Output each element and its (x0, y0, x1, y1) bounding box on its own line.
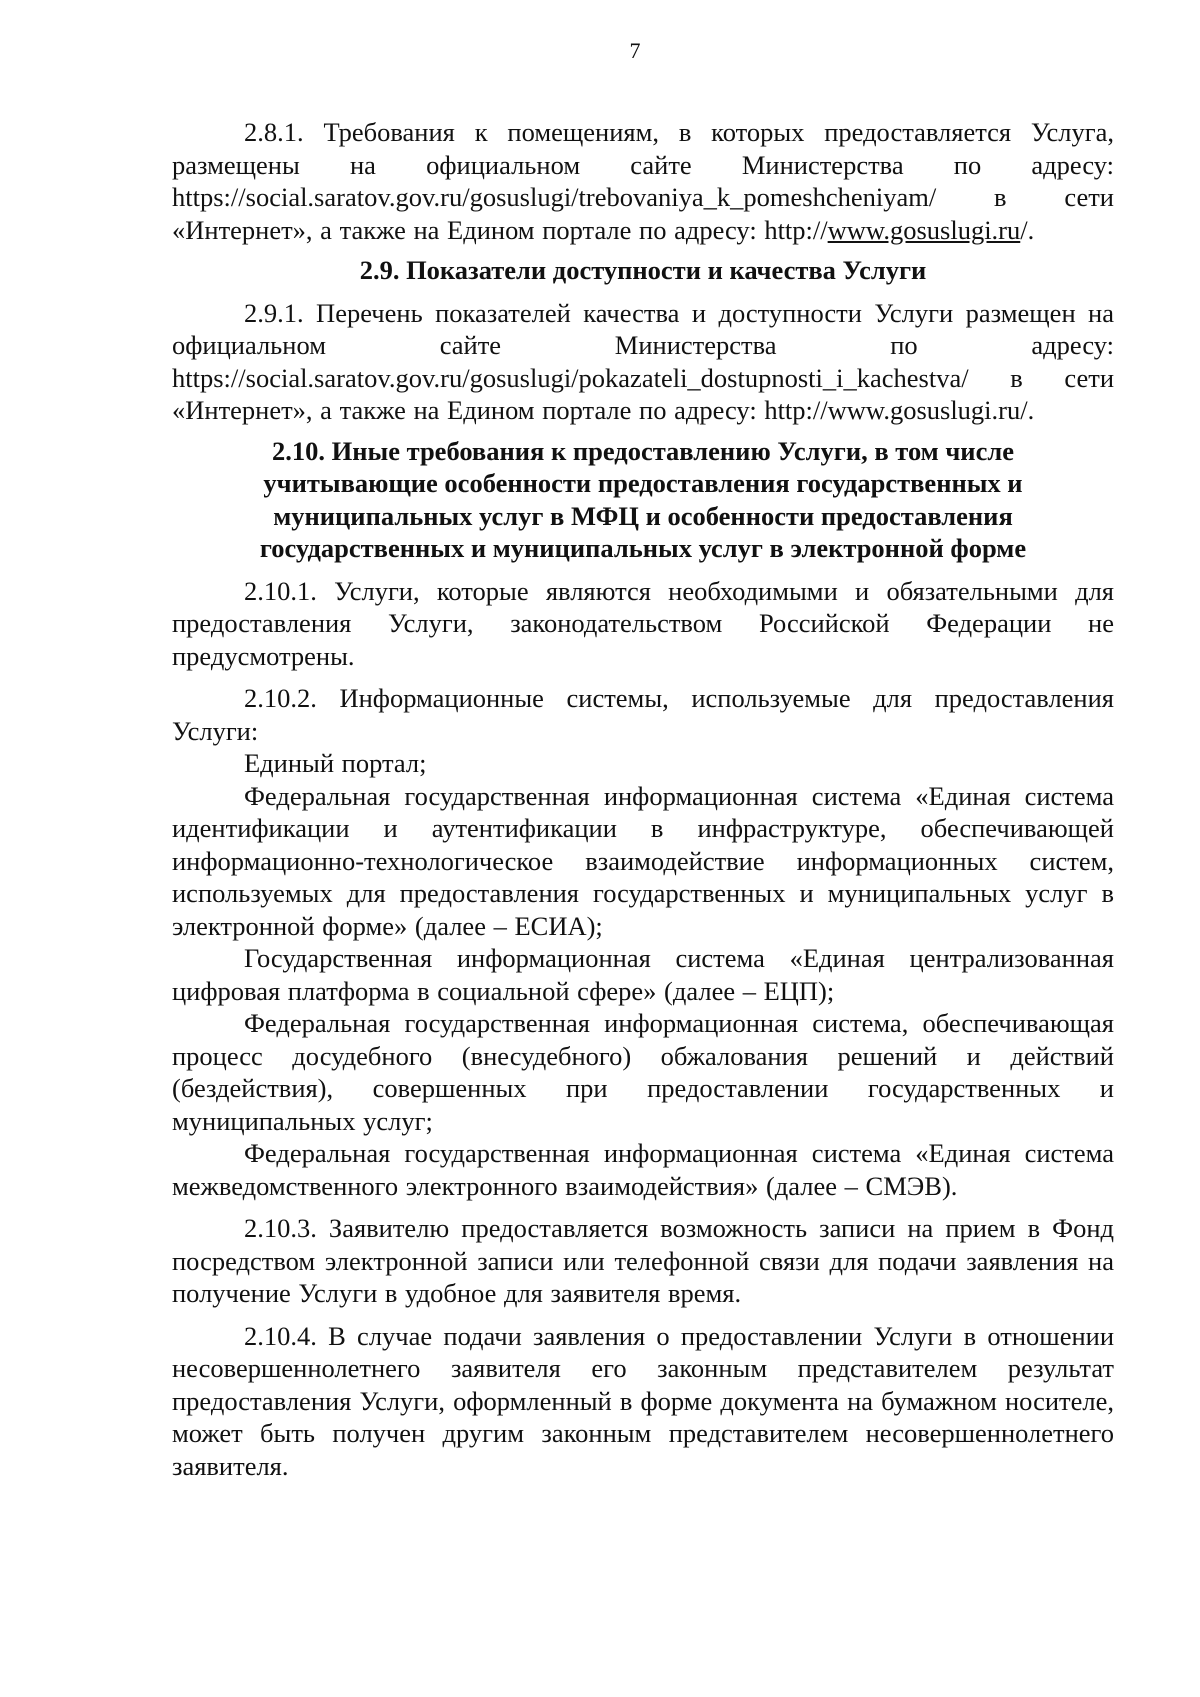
system-list-item: Федеральная государственная информационная система «Единая система идентификации и аутентификации в инфраструктуре, обеспечивающей информационно-технологическое взаимодействие информационных систем, используемых для предоставления государственных и муниципальных услуг в электронной форме» (далее – ЕСИА); (172, 780, 1114, 941)
paragraph-2-8-1-tail: /. (1020, 214, 1035, 245)
heading-2-10: 2.10. Иные требования к предоставлению Услуги, в том числе учитывающие особенности предоставления государственных и муниципальных услуг в МФЦ и особенности предоставления государственных и муниципальных услуг в электронной форме (259, 435, 1027, 563)
paragraph-2-9-1: 2.9.1. Перечень показателей качества и доступности Услуги размещен на официальном сайте Министерства по адресу: https://social.saratov.gov.ru/gosuslugi/pokazateli_dostupnosti_i_kachestva/ в сети «Интернет», а также на Едином портале по адресу: http://www.gosuslugi.ru/. (172, 297, 1114, 425)
paragraph-2-10-1: 2.10.1. Услуги, которые являются необходимыми и обязательными для предоставления Услуги, законодательством Российской Федерации не предусмотрены. (172, 575, 1114, 671)
paragraph-2-10-2: 2.10.2. Информационные системы, используемые для предоставления Услуги: (172, 683, 1114, 746)
heading-2-9: 2.9. Показатели доступности и качества Услуги (359, 255, 927, 285)
paragraph-2-10-3: 2.10.3. Заявителю предоставляется возможность записи на прием в Фонд посредством электронной записи или телефонной связи для подачи заявления на получение Услуги в удобное для заявителя время. (172, 1213, 1114, 1308)
system-list-item: Государственная информационная система «Единая централизованная цифровая платформа в социальной сфере» (далее – ЕЦП); (172, 943, 1114, 1006)
document-page (172, 36, 1114, 1482)
page-number: 7 (629, 38, 641, 63)
paragraph-2-8-1-text: 2.8.1. Требования к помещениям, в которых предоставляется Услуга, размещены на официальном сайте Министерства по адресу: https://social.saratov.gov.ru/gosuslugi/trebovaniya_k_pomeshcheniyam/ в сети «Интернет», а также на Едином портале по адресу: http:// (172, 117, 1114, 245)
paragraph-2-8-1 (172, 116, 1114, 246)
system-list-item: Единый портал; (244, 748, 427, 778)
paragraph-2-10-4: 2.10.4. В случае подачи заявления о предоставлении Услуги в отношении несовершеннолетнего заявителя его законным представителем результат предоставления Услуги, оформленный в форме документа на бумажном носителе, может быть получен другим законным представителем несовершеннолетнего заявителя. (172, 1320, 1114, 1481)
system-list-item: Федеральная государственная информационная система «Единая система межведомственного электронного взаимодействия» (далее – СМЭВ). (172, 1138, 1114, 1201)
gosuslugi-link[interactable]: www.gosuslugi.ru (827, 214, 1021, 245)
system-list-item: Федеральная государственная информационная система, обеспечивающая процесс досудебного (внесудебного) обжалования решений и действий (бездействия), совершенных при предоставлении государственных и муниципальных услуг; (172, 1008, 1114, 1136)
